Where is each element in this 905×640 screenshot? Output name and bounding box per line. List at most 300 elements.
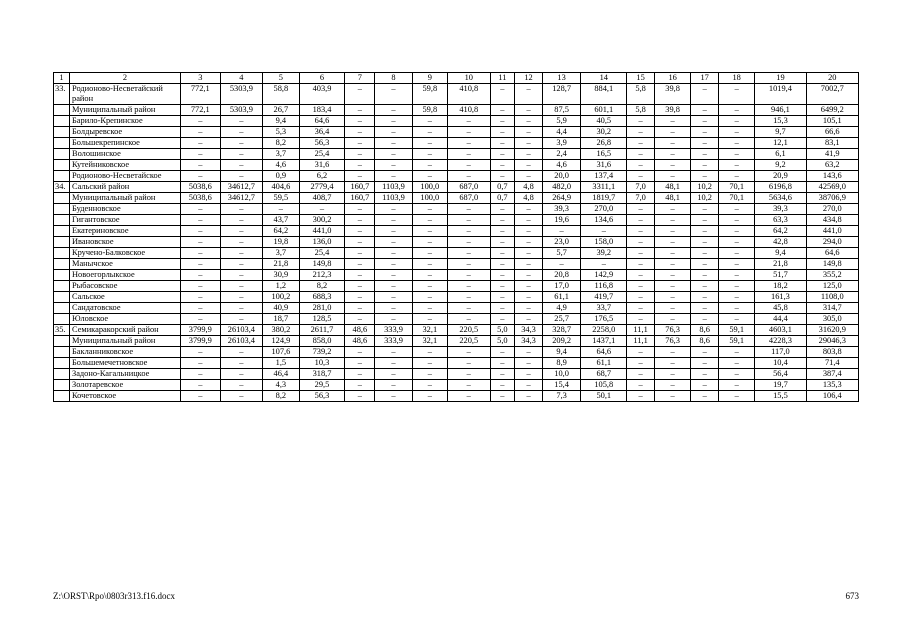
value-cell: – (719, 270, 755, 281)
value-cell: – (691, 149, 719, 160)
value-cell: – (220, 171, 263, 182)
value-cell: – (345, 215, 375, 226)
value-cell: – (345, 292, 375, 303)
value-cell: 408,7 (299, 193, 345, 204)
value-cell: – (515, 149, 543, 160)
value-cell: 4,3 (263, 380, 299, 391)
column-number-15: 15 (627, 73, 655, 84)
row-name: Буденновское (70, 204, 181, 215)
value-cell: – (490, 237, 515, 248)
value-cell: – (515, 160, 543, 171)
value-cell: 40,9 (263, 303, 299, 314)
value-cell: 434,8 (806, 215, 858, 226)
value-cell: 7002,7 (806, 84, 858, 105)
value-cell: – (691, 84, 719, 105)
value-cell: – (654, 281, 690, 292)
value-cell: – (719, 204, 755, 215)
value-cell: 42,8 (755, 237, 806, 248)
value-cell: – (654, 391, 690, 402)
value-cell: – (691, 171, 719, 182)
value-cell: – (654, 380, 690, 391)
value-cell: 48,6 (345, 325, 375, 336)
row-name: Родионово-Несветайский район (70, 84, 181, 105)
column-number-1: 1 (54, 73, 70, 84)
value-cell: – (412, 204, 447, 215)
value-cell: – (447, 380, 490, 391)
value-cell: – (412, 226, 447, 237)
data-table (53, 72, 859, 402)
value-cell: – (654, 127, 690, 138)
value-cell: 687,0 (447, 182, 490, 193)
value-cell: 29,5 (299, 380, 345, 391)
value-cell: – (515, 281, 543, 292)
table-row (54, 380, 859, 391)
value-cell: 4,8 (515, 182, 543, 193)
value-cell: 9,4 (542, 347, 580, 358)
value-cell: – (691, 391, 719, 402)
value-cell: 12,1 (755, 138, 806, 149)
table-row (54, 314, 859, 325)
value-cell: – (515, 204, 543, 215)
value-cell: – (375, 160, 412, 171)
row-name: Рыбасовское (70, 281, 181, 292)
value-cell: 404,6 (263, 182, 299, 193)
value-cell: 25,4 (299, 149, 345, 160)
value-cell: – (412, 358, 447, 369)
value-cell: – (515, 347, 543, 358)
value-cell: 300,2 (299, 215, 345, 226)
value-cell: – (345, 303, 375, 314)
value-cell: 56,4 (755, 369, 806, 380)
row-name: Большемечетновское (70, 358, 181, 369)
value-cell: 687,0 (447, 193, 490, 204)
value-cell: – (345, 248, 375, 259)
value-cell: – (719, 248, 755, 259)
value-cell: 4,4 (542, 127, 580, 138)
value-cell: – (181, 215, 221, 226)
value-cell: – (719, 149, 755, 160)
value-cell: 20,9 (755, 171, 806, 182)
table-row (54, 149, 859, 160)
value-cell: 10,2 (691, 182, 719, 193)
value-cell: 64,6 (581, 347, 627, 358)
value-cell: – (490, 204, 515, 215)
value-cell: 31,6 (299, 160, 345, 171)
value-cell: 5038,6 (181, 193, 221, 204)
value-cell: 3799,9 (181, 325, 221, 336)
value-cell: – (181, 204, 221, 215)
value-cell: 59,1 (719, 336, 755, 347)
value-cell: – (181, 116, 221, 127)
value-cell: – (263, 204, 299, 215)
value-cell: – (691, 369, 719, 380)
row-name: Сальский район (70, 182, 181, 193)
value-cell: 136,0 (299, 237, 345, 248)
value-cell: 19,6 (542, 215, 580, 226)
value-cell: 30,2 (581, 127, 627, 138)
value-cell: 134,6 (581, 215, 627, 226)
value-cell: – (220, 237, 263, 248)
value-cell: – (345, 105, 375, 116)
value-cell: – (490, 226, 515, 237)
value-cell: 9,4 (755, 248, 806, 259)
value-cell: – (181, 237, 221, 248)
value-cell: – (627, 237, 655, 248)
row-name: Новоегорлыкское (70, 270, 181, 281)
value-cell: – (691, 358, 719, 369)
value-cell: 11,1 (627, 325, 655, 336)
value-cell: – (490, 380, 515, 391)
row-name: Муниципальный район (70, 105, 181, 116)
value-cell: 76,3 (654, 325, 690, 336)
value-cell: 161,3 (755, 292, 806, 303)
value-cell: – (375, 149, 412, 160)
value-cell: 26,7 (263, 105, 299, 116)
value-cell: – (515, 84, 543, 105)
column-number-10: 10 (447, 73, 490, 84)
value-cell: – (490, 259, 515, 270)
value-cell: 441,0 (806, 226, 858, 237)
row-index (54, 270, 70, 281)
value-cell: 25,7 (542, 314, 580, 325)
value-cell: 5038,6 (181, 182, 221, 193)
value-cell: 19,8 (263, 237, 299, 248)
row-index (54, 226, 70, 237)
column-number-17: 17 (691, 73, 719, 84)
row-name: Болдыревское (70, 127, 181, 138)
table-row (54, 127, 859, 138)
value-cell: – (181, 358, 221, 369)
value-cell: 419,7 (581, 292, 627, 303)
value-cell: 21,8 (263, 259, 299, 270)
table-row (54, 116, 859, 127)
value-cell: 42569,0 (806, 182, 858, 193)
table-row (54, 303, 859, 314)
value-cell: – (181, 380, 221, 391)
value-cell: 160,7 (345, 193, 375, 204)
value-cell: 1108,0 (806, 292, 858, 303)
value-cell: – (719, 84, 755, 105)
row-index (54, 259, 70, 270)
value-cell: – (691, 138, 719, 149)
value-cell: 3,7 (263, 149, 299, 160)
value-cell: – (220, 215, 263, 226)
value-cell: 58,8 (263, 84, 299, 105)
value-cell: – (490, 215, 515, 226)
value-cell: 1437,1 (581, 336, 627, 347)
value-cell: – (627, 369, 655, 380)
row-name: Гигантовское (70, 215, 181, 226)
value-cell: 11,1 (627, 336, 655, 347)
value-cell: 482,0 (542, 182, 580, 193)
column-number-14: 14 (581, 73, 627, 84)
value-cell: – (490, 347, 515, 358)
value-cell: 160,7 (345, 182, 375, 193)
value-cell: – (375, 171, 412, 182)
value-cell: – (627, 215, 655, 226)
value-cell: – (345, 84, 375, 105)
row-index (54, 391, 70, 402)
value-cell: – (412, 369, 447, 380)
table-row (54, 215, 859, 226)
row-index (54, 336, 70, 347)
value-cell: 1019,4 (755, 84, 806, 105)
value-cell: 8,2 (299, 281, 345, 292)
table-row (54, 270, 859, 281)
value-cell: – (691, 226, 719, 237)
value-cell: 38706,9 (806, 193, 858, 204)
table-row (54, 369, 859, 380)
value-cell: 4228,3 (755, 336, 806, 347)
value-cell: 45,8 (755, 303, 806, 314)
value-cell: 125,0 (806, 281, 858, 292)
value-cell: 441,0 (299, 226, 345, 237)
value-cell: – (345, 171, 375, 182)
value-cell: – (654, 292, 690, 303)
value-cell: – (220, 281, 263, 292)
value-cell: – (719, 358, 755, 369)
row-index (54, 248, 70, 259)
value-cell: 264,9 (542, 193, 580, 204)
value-cell: – (515, 380, 543, 391)
value-cell: – (654, 204, 690, 215)
value-cell: – (627, 116, 655, 127)
value-cell: 8,2 (263, 391, 299, 402)
value-cell: – (375, 105, 412, 116)
value-cell: – (691, 380, 719, 391)
table-row (54, 84, 859, 105)
value-cell: – (515, 237, 543, 248)
value-cell: 66,6 (806, 127, 858, 138)
value-cell: 36,4 (299, 127, 345, 138)
value-cell: 61,1 (542, 292, 580, 303)
value-cell: – (490, 248, 515, 259)
value-cell: – (220, 259, 263, 270)
value-cell: – (412, 171, 447, 182)
row-index (54, 215, 70, 226)
value-cell: 333,9 (375, 325, 412, 336)
value-cell: 105,8 (581, 380, 627, 391)
value-cell: – (345, 314, 375, 325)
value-cell: – (220, 380, 263, 391)
value-cell: – (654, 248, 690, 259)
value-cell: – (654, 347, 690, 358)
value-cell: – (691, 204, 719, 215)
value-cell: – (515, 116, 543, 127)
value-cell: – (412, 314, 447, 325)
value-cell: – (654, 226, 690, 237)
value-cell: – (490, 391, 515, 402)
value-cell: 270,0 (581, 204, 627, 215)
value-cell: – (719, 215, 755, 226)
column-number-12: 12 (515, 73, 543, 84)
value-cell: – (490, 160, 515, 171)
value-cell: 380,2 (263, 325, 299, 336)
value-cell: – (515, 105, 543, 116)
value-cell: – (220, 347, 263, 358)
column-number-20: 20 (806, 73, 858, 84)
value-cell: – (515, 303, 543, 314)
value-cell: – (719, 259, 755, 270)
row-name: Юловское (70, 314, 181, 325)
value-cell: – (627, 204, 655, 215)
row-name: Кручено-Балковское (70, 248, 181, 259)
value-cell: – (542, 259, 580, 270)
value-cell: 32,1 (412, 325, 447, 336)
value-cell: 3,7 (263, 248, 299, 259)
value-cell: – (412, 116, 447, 127)
value-cell: 10,0 (542, 369, 580, 380)
value-cell: – (719, 380, 755, 391)
value-cell: 8,6 (691, 336, 719, 347)
value-cell: 6,2 (299, 171, 345, 182)
value-cell: 43,7 (263, 215, 299, 226)
value-cell: – (719, 237, 755, 248)
value-cell: 31,6 (581, 160, 627, 171)
value-cell: – (691, 259, 719, 270)
value-cell: 20,8 (542, 270, 580, 281)
value-cell: 1103,9 (375, 182, 412, 193)
value-cell: 6499,2 (806, 105, 858, 116)
value-cell: – (654, 116, 690, 127)
page-number: 673 (845, 591, 859, 601)
value-cell: – (447, 259, 490, 270)
value-cell: – (412, 138, 447, 149)
value-cell: 355,2 (806, 270, 858, 281)
value-cell: 318,7 (299, 369, 345, 380)
value-cell: – (719, 160, 755, 171)
value-cell: – (447, 160, 490, 171)
value-cell: 410,8 (447, 84, 490, 105)
value-cell: 5303,9 (220, 105, 263, 116)
row-name: Сандатовское (70, 303, 181, 314)
value-cell: – (490, 105, 515, 116)
value-cell: 64,6 (299, 116, 345, 127)
value-cell: – (627, 160, 655, 171)
value-cell: 5,8 (627, 84, 655, 105)
row-index (54, 347, 70, 358)
row-index (54, 149, 70, 160)
value-cell: – (627, 149, 655, 160)
value-cell: – (220, 127, 263, 138)
row-name: Екатериновское (70, 226, 181, 237)
value-cell: – (181, 160, 221, 171)
value-cell: – (719, 105, 755, 116)
value-cell: 128,7 (542, 84, 580, 105)
value-cell: – (181, 347, 221, 358)
column-number-6: 6 (299, 73, 345, 84)
value-cell: – (627, 347, 655, 358)
value-cell: 19,7 (755, 380, 806, 391)
row-index (54, 358, 70, 369)
value-cell: – (515, 127, 543, 138)
value-cell: – (375, 215, 412, 226)
value-cell: 71,4 (806, 358, 858, 369)
value-cell: – (345, 138, 375, 149)
column-number-8: 8 (375, 73, 412, 84)
table-row (54, 292, 859, 303)
value-cell: – (447, 303, 490, 314)
table-row (54, 226, 859, 237)
value-cell: – (515, 226, 543, 237)
value-cell: – (654, 358, 690, 369)
value-cell: 10,3 (299, 358, 345, 369)
header-row (54, 73, 859, 84)
value-cell: 149,8 (806, 259, 858, 270)
value-cell: 281,0 (299, 303, 345, 314)
value-cell: – (542, 226, 580, 237)
value-cell: 3,9 (542, 138, 580, 149)
value-cell: 858,0 (299, 336, 345, 347)
value-cell: – (345, 204, 375, 215)
value-cell: – (375, 259, 412, 270)
value-cell: – (375, 292, 412, 303)
value-cell: – (490, 314, 515, 325)
value-cell: – (515, 248, 543, 259)
value-cell: 117,0 (755, 347, 806, 358)
column-number-19: 19 (755, 73, 806, 84)
value-cell: 2258,0 (581, 325, 627, 336)
value-cell: – (691, 347, 719, 358)
value-cell: 4,8 (515, 193, 543, 204)
row-index (54, 380, 70, 391)
value-cell: – (627, 391, 655, 402)
value-cell: – (375, 369, 412, 380)
value-cell: – (412, 215, 447, 226)
value-cell: 64,2 (263, 226, 299, 237)
value-cell: – (627, 292, 655, 303)
value-cell: 149,8 (299, 259, 345, 270)
row-name: Волошинское (70, 149, 181, 160)
value-cell: 59,1 (719, 325, 755, 336)
row-name: Золотаревское (70, 380, 181, 391)
value-cell: – (691, 292, 719, 303)
value-cell: 212,3 (299, 270, 345, 281)
value-cell: – (654, 160, 690, 171)
value-cell: 5,3 (263, 127, 299, 138)
value-cell: – (345, 380, 375, 391)
value-cell: – (515, 171, 543, 182)
table-row (54, 237, 859, 248)
value-cell: – (719, 127, 755, 138)
value-cell: – (181, 391, 221, 402)
value-cell: – (412, 281, 447, 292)
value-cell: 176,5 (581, 314, 627, 325)
value-cell: 6,1 (755, 149, 806, 160)
value-cell: – (375, 237, 412, 248)
value-cell: – (345, 270, 375, 281)
value-cell: 4603,1 (755, 325, 806, 336)
value-cell: – (490, 127, 515, 138)
value-cell: – (447, 171, 490, 182)
value-cell: 8,6 (691, 325, 719, 336)
value-cell: – (627, 270, 655, 281)
value-cell: – (375, 380, 412, 391)
value-cell: – (220, 160, 263, 171)
value-cell: – (515, 369, 543, 380)
value-cell: – (412, 380, 447, 391)
value-cell: – (412, 248, 447, 259)
value-cell: – (515, 358, 543, 369)
value-cell: 20,0 (542, 171, 580, 182)
value-cell: 9,4 (263, 116, 299, 127)
value-cell: 0,7 (490, 182, 515, 193)
value-cell: – (490, 303, 515, 314)
column-number-5: 5 (263, 73, 299, 84)
value-cell: – (220, 292, 263, 303)
value-cell: – (719, 347, 755, 358)
row-name: Кутейниковское (70, 160, 181, 171)
